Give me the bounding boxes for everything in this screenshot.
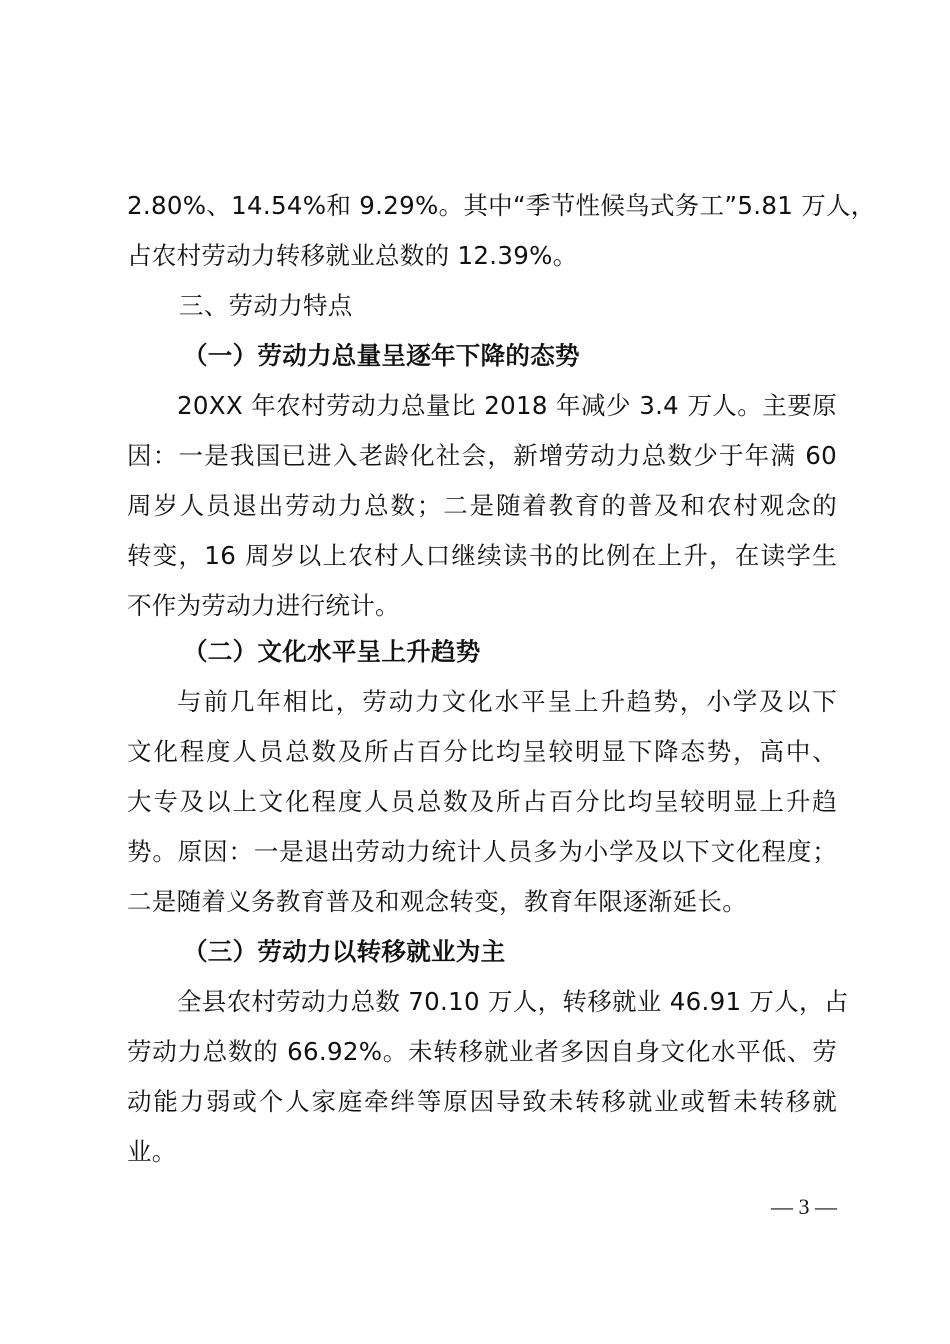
paragraph-3-line: 全县农村劳动力总数 70.10 万人，转移就业 46.91 万人，占 bbox=[177, 987, 849, 1016]
paragraph-1-line: 不作为劳动力进行统计。 bbox=[127, 591, 400, 620]
paragraph-2-line: 二是随着义务教育普及和观念转变，教育年限逐渐延长。 bbox=[127, 887, 747, 916]
paragraph-2-line: 势。原因：一是退出劳动力统计人员多为小学及以下文化程度； bbox=[127, 837, 837, 866]
paragraph-3-line: 业。 bbox=[127, 1137, 177, 1166]
paragraph-1-line: 因：一是我国已进入老龄化社会，新增劳动力总数少于年满 60 bbox=[127, 441, 837, 470]
paragraph-1-line: 转变，16 周岁以上农村人口继续读书的比例在上升，在读学生 bbox=[127, 541, 837, 570]
paragraph-line-continuation-end: 占农村劳动力转移就业总数的 12.39%。 bbox=[127, 241, 578, 270]
section-title: 三、劳动力特点 bbox=[179, 291, 353, 320]
paragraph-3-line: 劳动力总数的 66.92%。未转移就业者多因自身文化水平低、劳 bbox=[127, 1037, 837, 1066]
paragraph-line-continuation: 2.80%、14.54%和 9.29%。其中“季节性候鸟式务工”5.81 万人， bbox=[127, 191, 876, 220]
subsection-heading-1: （一）劳动力总量呈逐年下降的态势 bbox=[183, 341, 580, 370]
paragraph-1-line: 周岁人员退出劳动力总数；二是随着教育的普及和农村观念的 bbox=[127, 491, 837, 520]
subsection-heading-2: （二）文化水平呈上升趋势 bbox=[183, 637, 481, 666]
paragraph-2-line: 文化程度人员总数及所占百分比均呈较明显下降态势，高中、 bbox=[127, 737, 837, 766]
subsection-heading-3: （三）劳动力以转移就业为主 bbox=[183, 937, 506, 966]
paragraph-1-line: 20XX 年农村劳动力总量比 2018 年减少 3.4 万人。主要原 bbox=[177, 391, 837, 420]
paragraph-2-line: 大专及以上文化程度人员总数及所占百分比均呈较明显上升趋 bbox=[127, 787, 837, 816]
paragraph-3-line: 动能力弱或个人家庭牵绊等原因导致未转移就业或暂未转移就 bbox=[127, 1087, 837, 1116]
paragraph-2-line: 与前几年相比，劳动力文化水平呈上升趋势，小学及以下 bbox=[177, 687, 837, 716]
page-number: — 3 — bbox=[771, 1194, 837, 1219]
